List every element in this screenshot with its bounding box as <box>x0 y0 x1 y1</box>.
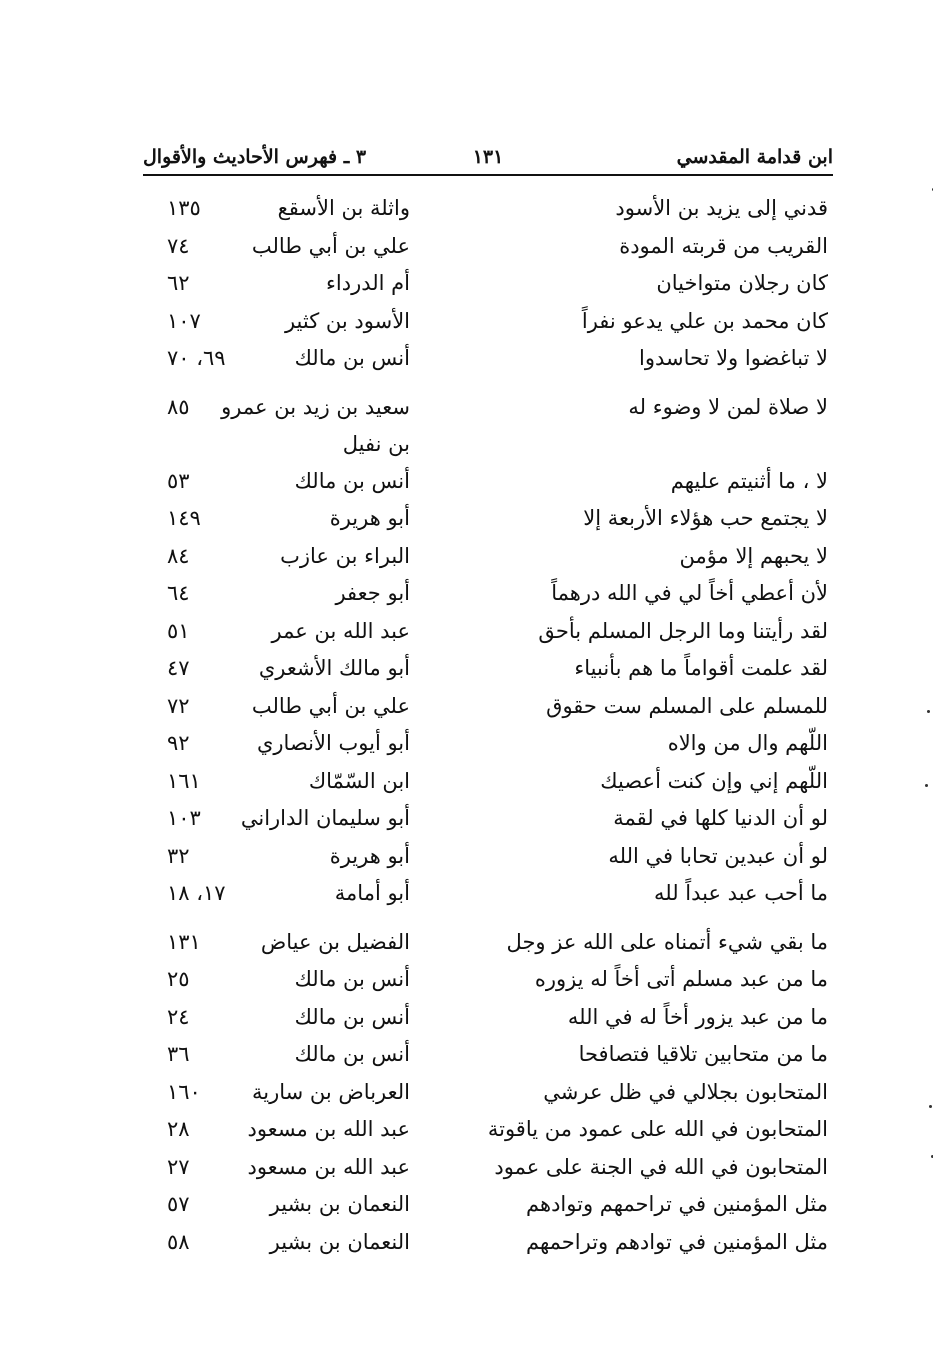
page-refs: ١٦١ <box>167 768 201 793</box>
header-rule <box>143 174 833 176</box>
hadith-text: مثل المؤمنين في توادهم وتراحمهم <box>526 1229 828 1254</box>
index-entry <box>143 1074 833 1112</box>
narrator: أبو أيوب الأنصاري <box>256 731 410 755</box>
index-entry <box>143 838 833 876</box>
narrator: النعمان بن بشير <box>269 1192 410 1216</box>
narrator: أنس بن مالك <box>294 468 410 493</box>
index-entry <box>143 961 833 999</box>
narrator: علي بن أبي طالب <box>251 233 410 258</box>
page-refs: ٢٧ <box>167 1154 190 1179</box>
page-refs: ١٣١ <box>167 929 201 954</box>
page-refs: ٣٢ <box>167 843 190 868</box>
page-refs: ١٤٩ <box>167 506 201 530</box>
index-entry <box>143 463 833 501</box>
index-entry <box>143 650 833 688</box>
page-refs: ٩٢ <box>167 731 190 755</box>
page-refs: ٥٨ <box>167 1229 190 1254</box>
page-refs: ٤٧ <box>167 656 190 680</box>
hadith-text: لأن أعطي أخاً لي في الله درهماً <box>551 581 828 605</box>
page-refs: ٥٧ <box>167 1192 190 1216</box>
hadith-text: اللّهم إني وإن كنت أعصيك <box>600 768 828 793</box>
narrator: واثلة بن الأسقع <box>277 196 410 220</box>
index-entry <box>143 340 833 378</box>
page-refs: ٧٤ <box>167 233 190 258</box>
index-entry <box>143 265 833 303</box>
narrator: النعمان بن بشير <box>269 1229 410 1254</box>
hadith-text: المتحابون في الله في الجنة على عمود <box>494 1154 828 1179</box>
index-entries <box>143 190 833 1261</box>
hadith-text: لا صلاة لمن لا وضوء له <box>628 394 828 419</box>
page-refs: ٦٢ <box>167 271 190 295</box>
index-entry <box>143 500 833 538</box>
index-entry <box>143 190 833 228</box>
hadith-text: المتحابون بجلالي في ظل عرشي <box>543 1079 828 1104</box>
index-entry <box>143 999 833 1037</box>
narrator: أبو جعفر <box>335 581 410 605</box>
hadith-text: مثل المؤمنين في تراحمهم وتوادهم <box>526 1192 828 1216</box>
hadith-text: المتحابون في الله على عمود من ياقوتة <box>487 1117 828 1141</box>
narrator: عبد الله بن مسعود <box>247 1117 410 1141</box>
narrator: أنس بن مالك <box>294 346 410 370</box>
hadith-text: لقد رأيتنا وما الرجل المسلم بأحق <box>538 618 828 643</box>
narrator: عبد الله بن مسعود <box>247 1154 410 1179</box>
narrator: علي بن أبي طالب <box>251 693 410 718</box>
hadith-text: لا يجتمع حب هؤلاء الأربعة إلا <box>583 506 828 530</box>
page-refs: ٥١ <box>167 618 190 643</box>
page-refs: ٦٤ <box>167 581 190 605</box>
page-refs: ٦٩، ٧٠ <box>167 346 226 370</box>
index-entry <box>143 924 833 962</box>
scan-speck <box>925 784 928 787</box>
page-refs: ٥٣ <box>167 468 190 493</box>
index-entry <box>143 575 833 613</box>
narrator: ابن السّمّاك <box>308 768 410 793</box>
page-refs: ١٠٧ <box>167 308 201 333</box>
page-number: ١٣١ <box>472 146 504 168</box>
hadith-text: للمسلم على المسلم ست حقوق <box>546 693 828 718</box>
index-entry <box>143 228 833 266</box>
narrator: أنس بن مالك <box>294 967 410 991</box>
page-refs: ٢٥ <box>167 967 190 991</box>
narrator: أبو أمامة <box>334 881 410 905</box>
page-header <box>143 140 833 176</box>
hadith-text: لا تباغضوا ولا تحاسدوا <box>639 346 828 370</box>
narrator: أنس بن مالك <box>294 1004 410 1029</box>
page-refs: ٧٢ <box>167 693 190 718</box>
index-entry <box>143 1224 833 1262</box>
page-refs: ٣٦ <box>167 1042 190 1066</box>
narrator: أبو هريرة <box>329 843 410 868</box>
narrator: الأسود بن كثير <box>284 308 410 333</box>
section-title: ٣ ـ فهرس الأحاديث والأقوال <box>143 146 367 168</box>
index-entry <box>143 1186 833 1224</box>
page-refs: ٢٤ <box>167 1004 190 1029</box>
index-entry <box>143 389 833 463</box>
hadith-text: لقد علمت أقواماً ما هم بأنبياء <box>574 656 828 680</box>
narrator: أبو سليمان الداراني <box>240 806 410 830</box>
hadith-text: لو أن الدنيا كلها في لقمة <box>613 806 828 830</box>
hadith-text: كان محمد بن علي يدعو نفراً <box>581 308 828 333</box>
page-refs: ١٧، ١٨ <box>167 881 226 905</box>
narrator: أبو هريرة <box>329 506 410 530</box>
index-entry <box>143 800 833 838</box>
page-refs: ١٦٠ <box>167 1079 201 1104</box>
narrator: العرباض بن سارية <box>251 1079 410 1104</box>
hadith-text: لا يحبهم إلا مؤمن <box>679 543 828 568</box>
index-entry <box>143 538 833 576</box>
hadith-text: ما بقي شيء أتمناه على الله عز وجل <box>506 929 828 954</box>
hadith-text: ما من عبد مسلم أتى أخاً له يزوره <box>534 967 828 991</box>
page-refs: ٨٤ <box>167 543 190 568</box>
book-title: ابن قدامة المقدسي <box>676 146 833 168</box>
index-entry <box>143 613 833 651</box>
index-entry <box>143 875 833 913</box>
hadith-text: القريب من قربته المودة <box>619 233 828 258</box>
index-entry <box>143 725 833 763</box>
hadith-text: اللّهم وال من والاه <box>667 731 828 755</box>
page-refs: ١٣٥ <box>167 196 201 220</box>
narrator: أم الدرداء <box>326 271 410 295</box>
hadith-text: كان رجلان متواخيان <box>656 271 828 295</box>
narrator: أبو مالك الأشعري <box>258 656 410 680</box>
hadith-text: قدني إلى يزيد بن الأسود <box>615 196 828 220</box>
narrator: البراء بن عازب <box>280 543 410 568</box>
narrator: عبد الله بن عمر <box>271 618 410 643</box>
index-entry <box>143 303 833 341</box>
scan-speck <box>929 1105 932 1108</box>
scan-speck <box>927 710 930 713</box>
index-entry <box>143 763 833 801</box>
hadith-text: لو أن عبدين تحابا في الله <box>608 843 828 868</box>
hadith-text: لا ، ما أثنيتم عليهم <box>670 468 828 493</box>
page-refs: ٢٨ <box>167 1117 190 1141</box>
page-refs: ٨٥ <box>167 394 190 419</box>
hadith-text: ما أحب عبد عبداً لله <box>653 881 828 905</box>
page-refs: ١٠٣ <box>167 806 201 830</box>
narrator: أنس بن مالك <box>294 1042 410 1066</box>
index-entry <box>143 688 833 726</box>
hadith-text: ما من عبد يزور أخاً له في الله <box>567 1004 828 1029</box>
index-entry <box>143 1149 833 1187</box>
narrator: الفضيل بن عياض <box>260 929 410 954</box>
index-entry <box>143 1111 833 1149</box>
narrator: سعيد بن زيد بن عمرو بن نفيل <box>221 394 410 456</box>
index-entry <box>143 1036 833 1074</box>
hadith-text: ما من متحابين تلاقيا فتصافحا <box>578 1042 828 1066</box>
